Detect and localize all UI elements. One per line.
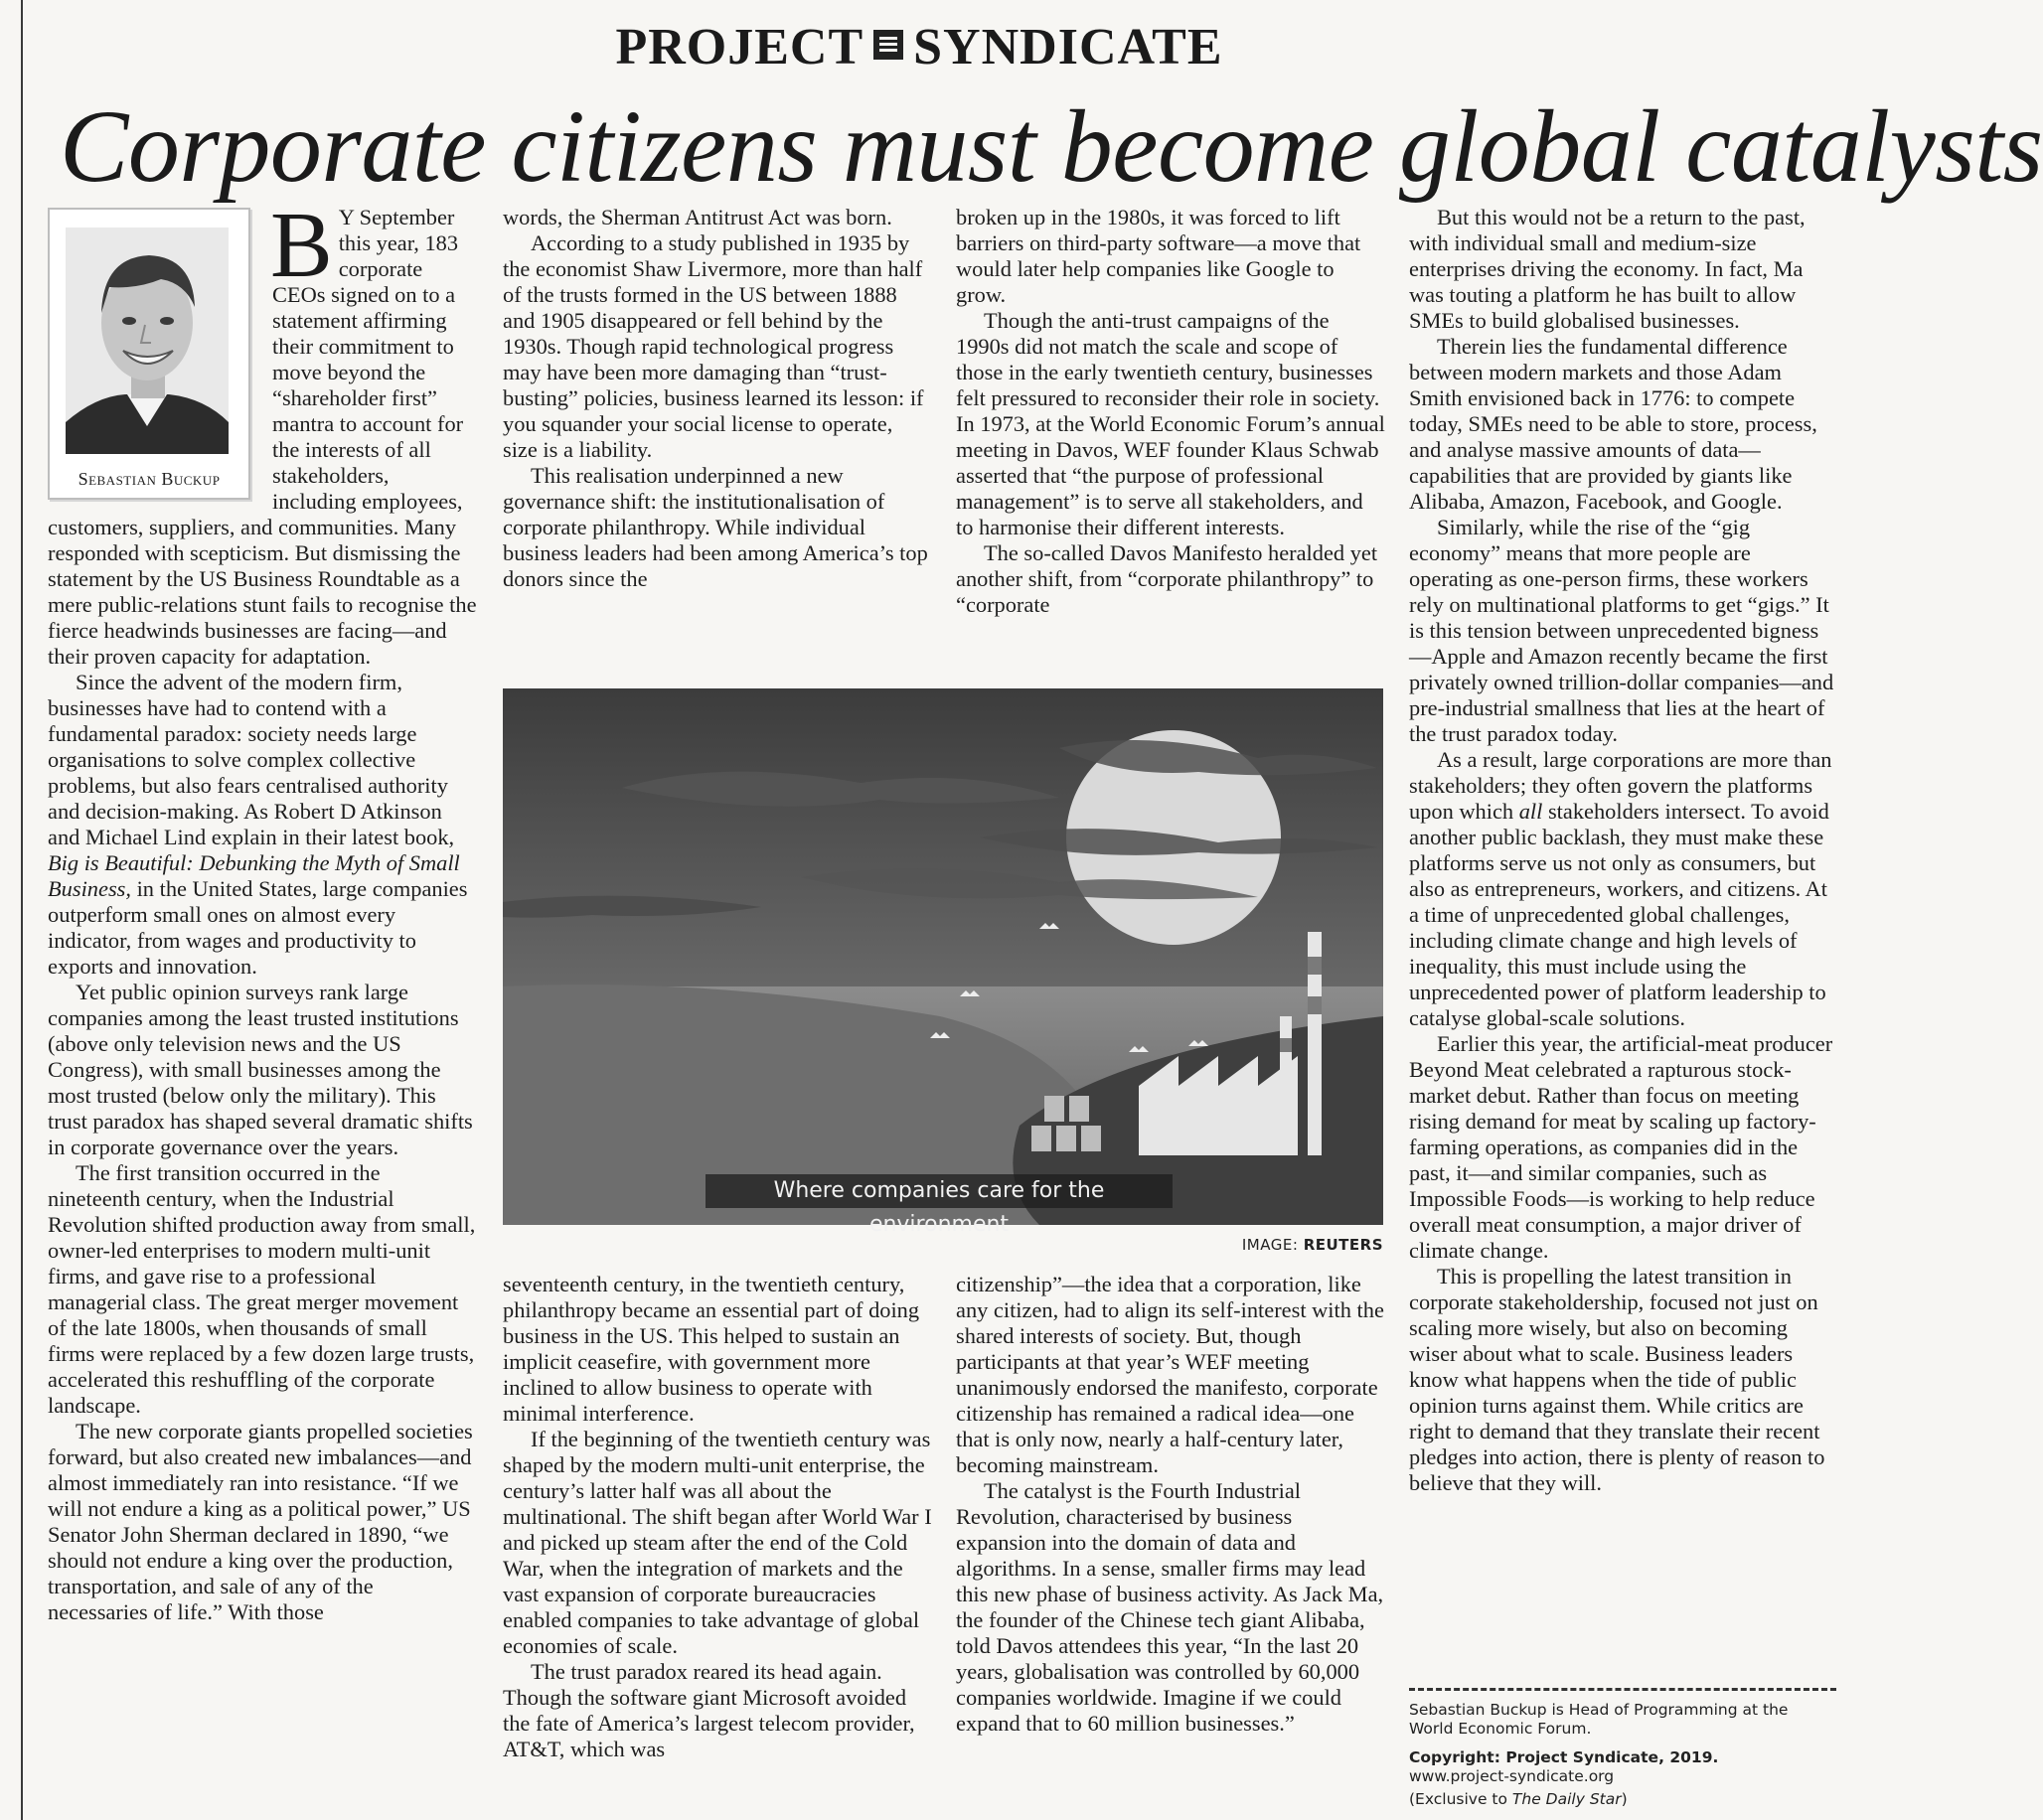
masthead — [0, 18, 1838, 77]
paragraph: But this would not be a return to the past, with individual small and medium-size enterprises driving the economy. In fact, Ma was touting a platform he has built to allow SMEs to build globalised businesses. — [1409, 205, 1806, 333]
column-3-bottom — [956, 1272, 1385, 1737]
bio-text: Sebastian Buckup is Head of Programming at the World Economic Forum. — [1409, 1701, 1789, 1738]
paragraph: Therein lies the fundamental difference between modern markets and those Adam Smith envisioned back in 1776: to compete today, SMEs need to be able to store, process, and analyse massive amounts of data—capabilities that are provided by giants like Alibaba, Amazon, Facebook, and Google. — [1409, 334, 1817, 514]
paragraph: The first transition occurred in the nineteenth century, when the Industrial Revolution shifted production away from small, owner-led enterprises to modern multi-unit firms, and gave rise to a professional managerial class. The great merger movement of the late 1800s, when thousands of small firms were replaced by a few dozen large trusts, accelerated this reshuffling of the corporate landscape. — [48, 1160, 476, 1418]
page-left-rule — [21, 0, 23, 1820]
paragraph — [1409, 747, 1836, 1031]
photo-caption: Where companies care for the environment — [706, 1174, 1173, 1208]
paragraph-text: Y September this year, 183 corporate CEOs signed on to a statement affirming their commitment to move beyond the “shareholder first” mantra to account for the interests of all stakeholders, including employees, customers, suppliers, and communities. Many responded with scepticism. But dismissing the statement by the US Business Roundtable as a mere public-relations stunt fails to recognise the fierce headwinds businesses are facing—and their proven capacity for adaptation. — [48, 205, 477, 669]
headline: Corporate citizens must become global catalysts — [60, 89, 2043, 204]
paragraph: According to a study published in 1935 by the economist Shaw Livermore, more than half of the trusts formed in the US between 1888 and 1905 disappeared or fell behind by the 1930s. Though rapid technological progress may have been more damaging than “trust-busting” policies, business learned its lesson: if you squander your social license to operate, size is a liability. — [503, 230, 924, 462]
article-photo — [503, 688, 1383, 1225]
paragraph-text: stakeholders intersect. To avoid another public backlash, they must make these platforms serve us not only as consumers, but also as entrepreneurs, workers, and citizens. At a time of unprecedented global challenges, including climate change and high levels of inequality, this must include using the unprecedented power of platform leadership to catalyse global-scale solutions. — [1409, 799, 1829, 1030]
exclusive-suffix: ) — [1621, 1790, 1628, 1808]
paragraph: The catalyst is the Fourth Industrial Revolution, characterised by business expansion into the domain of data and algorithms. In a sense, smaller firms may lead this new phase of business activity. As Jack Ma, the founder of the Chinese tech giant Alibaba, told Davos attendees this year, “In the last 20 years, globalisation was controlled by 60,000 companies worldwide. Imagine if we could expand that to 60 million businesses.” — [956, 1478, 1384, 1736]
drop-cap: B — [270, 194, 333, 297]
column-4 — [1409, 205, 1836, 1496]
masthead-right: SYNDICATE — [913, 19, 1223, 76]
copyright: Copyright: Project Syndicate, 2019. — [1409, 1748, 1719, 1766]
paragraph: If the beginning of the twentieth century was shaped by the modern multi-unit enterprise, the century’s latter half was all about the multinational. The shift began after World War I and picked up steam after the end of the Cold War, when the integration of markets and the vast expansion of corporate bureaucracies enabled companies to take advantage of global economies of scale. — [503, 1427, 932, 1658]
paragraph: The so-called Davos Manifesto heralded yet another shift, from “corporate philanthropy” to “corporate — [956, 540, 1378, 617]
factory-illustration — [503, 688, 1383, 1225]
bio-divider — [1409, 1688, 1836, 1691]
credit-label: IMAGE: — [1241, 1236, 1299, 1254]
paragraph-text: in the United States, large companies outperform small ones on almost every indicator, from wages and productivity to exports and innovation. — [48, 876, 468, 979]
credit-source: REUTERS — [1303, 1236, 1383, 1254]
paragraph: The new corporate giants propelled societies forward, but also created new imbalances—and almost immediately ran into resistance. “If we will not endure a king as a political power,” US Senator John Sherman declared in 1890, “we should not endure a king over the production, transportation, and sale of any of the necessaries of life.” With those — [48, 1419, 473, 1624]
photo-credit — [1073, 1236, 1383, 1254]
paragraph: This realisation underpinned a new governance shift: the institutionalisation of corporate philanthropy. While individual business leaders had been among America’s top donors since the — [503, 463, 928, 591]
paragraph: seventeenth century, in the twentieth century, philanthropy became an essential part of doing business in the US. This helped to sustain an implicit ceasefire, with government more inclined to allow business to operate with minimal interference. — [503, 1272, 920, 1426]
column-2-bottom — [503, 1272, 932, 1762]
exclusive-note — [1409, 1790, 1836, 1809]
column-3-top — [956, 205, 1385, 618]
book-title: Big is Beautiful: Debunking the Myth of Small Business, — [48, 850, 460, 901]
publication-name: The Daily Star — [1511, 1790, 1622, 1808]
exclusive-prefix: (Exclusive to — [1409, 1790, 1507, 1808]
author-box — [48, 208, 250, 500]
author-photo — [66, 228, 229, 454]
website-link[interactable]: www.project-syndicate.org — [1409, 1767, 1615, 1785]
author-bio — [1409, 1701, 1836, 1809]
paragraph: Though the anti-trust campaigns of the 1990s did not match the scale and scope of those in the early twentieth century, businesses felt pressured to reconsider their role in society. In 1973, at the World Economic Forum’s annual meeting in Davos, WEF founder Klaus Schwab asserted that “the purpose of professional management” is to serve all stakeholders, and to harmonise their different interests. — [956, 308, 1385, 539]
paragraph: The trust paradox reared its head again. Though the software giant Microsoft avoided the fate of America’s largest telecom provider, AT&T, which was — [503, 1659, 915, 1761]
masthead-logo-icon — [873, 30, 903, 60]
paragraph: broken up in the 1980s, it was forced to lift barriers on third-party software—a move that would later help companies like Google to grow. — [956, 205, 1361, 307]
emphasis: all — [1518, 799, 1543, 824]
paragraph: citizenship”—the idea that a corporation, like any citizen, had to align its self-interest with the shared interests of society. But, though participants at that year’s WEF meeting unanimously endorsed the manifesto, corporate citizenship has remained a radical idea—one that is only now, nearly a half-century later, becoming mainstream. — [956, 1272, 1384, 1477]
paragraph-text: Since the advent of the modern firm, businesses have had to contend with a fundamental paradox: society needs large organisations to solve complex collective problems, but also fears centralised authority and decision-making. As Robert D Atkinson and Michael Lind explain in their latest book, — [48, 670, 455, 849]
column-2-top — [503, 205, 932, 592]
paragraph: This is propelling the latest transition in corporate stakeholdership, focused not just on scaling more wisely, but also on becoming wiser about what to scale. Business leaders know what happens when the tide of public opinion turns against them. While critics are right to demand that they translate their recent pledges into action, there is plenty of reason to believe that they will. — [1409, 1264, 1825, 1495]
paragraph — [48, 670, 477, 980]
author-name: Sebastian Buckup — [78, 469, 221, 489]
paragraph: Yet public opinion surveys rank large companies among the least trusted institutions (above only television news and the US Congress), with small businesses among the most trusted (below only the military). This trust paradox has shaped several dramatic shifts in corporate governance over the years. — [48, 980, 473, 1159]
masthead-left: PROJECT — [615, 19, 864, 76]
paragraph: Similarly, while the rise of the “gig economy” means that more people are operating as one-person firms, these workers rely on multinational platforms to get “gigs.” It is this tension between unprecedented bigness—Apple and Amazon recently became the first privately owned trillion-dollar companies—and pre-industrial smallness that lies at the heart of the trust paradox today. — [1409, 515, 1834, 746]
paragraph: Earlier this year, the artificial-meat producer Beyond Meat celebrated a rapturous stock-market debut. Rather than focus on meeting rising demand for meat by scaling up factory-farming operations, as companies did in the past, it—and similar companies, such as Impossible Foods—is working to help reduce overall meat consumption, a major driver of climate change. — [1409, 1031, 1833, 1263]
column-1 — [48, 194, 477, 1625]
paragraph-text: As a result, large corporations are more than stakeholders; they often govern the platforms upon which — [1409, 747, 1832, 824]
paragraph: words, the Sherman Antitrust Act was born. — [503, 205, 892, 229]
